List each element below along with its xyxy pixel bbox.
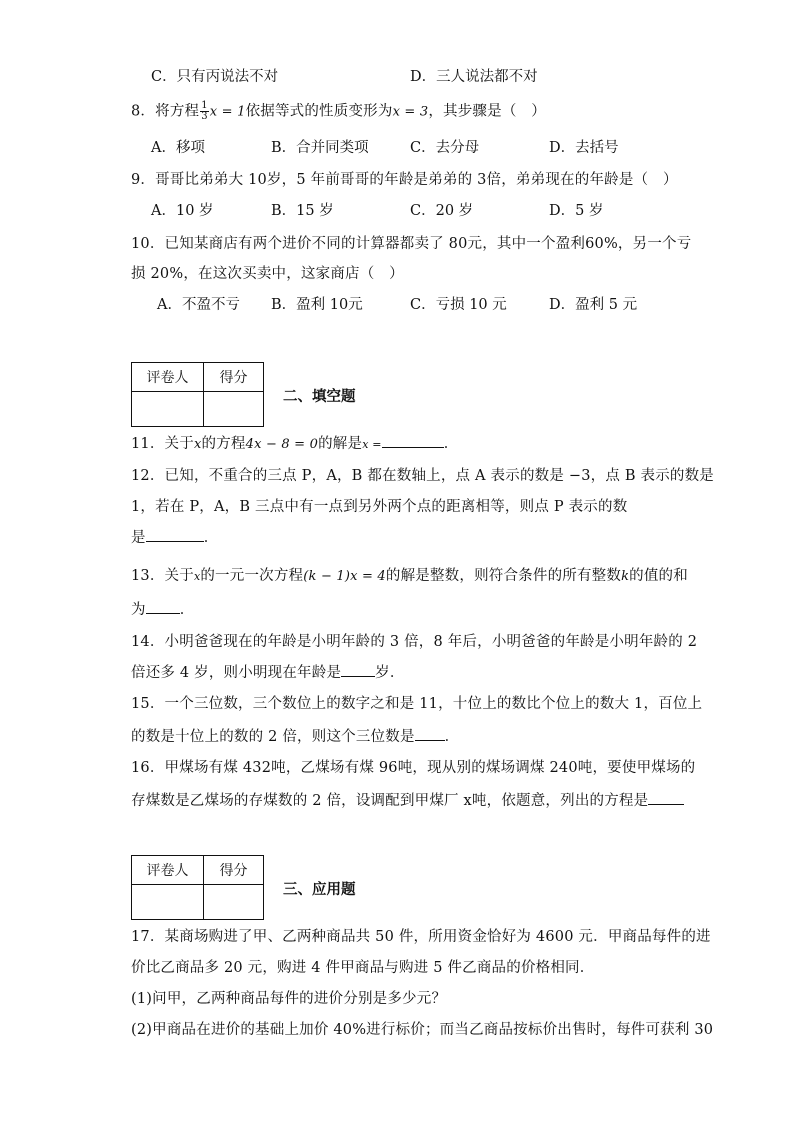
q8-frac-den: 3 (201, 111, 208, 122)
q13-mid: 的一元一次方程 (200, 568, 304, 584)
q17-part1: (1)问甲，乙两种商品每件的进价分别是多少元？ (131, 991, 447, 1007)
grader-cell[interactable] (132, 392, 204, 427)
q12-answer-blank[interactable] (146, 527, 204, 542)
q9-option-c: C．20 岁 (410, 203, 474, 219)
q9-option-b: B．15 岁 (271, 203, 334, 219)
q13-line2-prefix: 为 (131, 602, 146, 618)
q13-var: x (193, 570, 201, 583)
q16-line2-text: 存煤数是乙煤场的存煤数的 2 倍，设调配到甲煤厂 x吨，依题意，列出的方程是 (131, 793, 649, 809)
q13-equation: (k − 1)x = 4 (303, 569, 386, 584)
grader-cell[interactable] (132, 885, 204, 920)
q8-eq1: x = 1 (209, 104, 246, 120)
q13-stem-line2 (131, 599, 194, 620)
q8-frac-num: 1 (201, 100, 208, 111)
section3-title: 三、应用题 (283, 881, 356, 898)
q8-stem (131, 101, 546, 123)
grader-header: 评卷人 (132, 856, 204, 885)
q8-mid: 依据等式的性质变形为 (245, 103, 393, 120)
q15-answer-blank[interactable] (415, 726, 445, 741)
q16-stem-line2 (131, 790, 684, 811)
q10-option-a: A．不盈不亏 (157, 297, 240, 313)
q9-stem: 9．哥哥比弟弟大 10岁，5 年前哥哥的年龄是弟弟的 3倍，弟弟现在的年龄是（ ） (131, 172, 678, 188)
q10-stem-line1: 10．已知某商店有两个进价不同的计算器都卖了 80元，其中一个盈利60%，另一个亏 (131, 236, 692, 252)
q15-stem-line2 (131, 726, 459, 747)
q8-option-d: D．去括号 (549, 140, 619, 156)
q12-end: ． (203, 530, 219, 546)
q12-stem-line2: 1，若在 P，A，B 三点中有一点到另外两个点的距离相等，则点 P 表示的数 (131, 499, 628, 515)
q13-var-k: k (621, 569, 630, 584)
q11-equation: 4x − 8 = 0 (245, 437, 319, 452)
q11-answer-blank[interactable] (382, 433, 444, 448)
score-table-section2 (131, 362, 264, 427)
q14-line2-prefix: 倍还多 4 岁，则小明现在年龄是 (131, 665, 342, 681)
q13-suffix2: 的值的和 (629, 568, 688, 584)
q16-stem-line1: 16．甲煤场有煤 432吨，乙煤场有煤 96吨，现从别的煤场调煤 240吨，要使甲煤场的 (131, 760, 696, 776)
q13-end: ． (179, 602, 195, 618)
q8-suffix: ，其步骤是（ ） (428, 103, 546, 120)
q13-stem-line1 (131, 566, 688, 587)
q9-option-a: A．10 岁 (151, 203, 214, 219)
q11-var: x (193, 437, 202, 452)
q15-line2-prefix: 的数是十位上的数的 2 倍，则这个三位数是 (131, 729, 415, 745)
q8-option-b: B．合并同类项 (271, 140, 369, 156)
q16-answer-blank[interactable] (648, 790, 684, 805)
q7-option-d: D．三人说法都不对 (410, 69, 538, 85)
q11-suffix: 的解是 (318, 436, 363, 452)
q10-stem-line2: 损 20%，在这次买卖中，这家商店（ ） (131, 266, 404, 282)
q14-answer-blank[interactable] (341, 662, 375, 677)
score-header: 得分 (204, 363, 264, 392)
q12-line3-prefix: 是 (131, 530, 146, 546)
q14-stem-line2 (131, 662, 405, 683)
q11-mid: 的方程 (201, 436, 246, 452)
q11-prefix: 11．关于 (131, 436, 194, 452)
grader-header: 评卷人 (132, 363, 204, 392)
q8-option-a: A．移项 (151, 140, 205, 156)
q12-stem-line1: 12．已知，不重合的三点 P，A，B 都在数轴上，点 A 表示的数是 −3，点 B 表示的数是 (131, 468, 714, 484)
q11-end: ． (443, 436, 459, 452)
q7-option-c: C．只有丙说法不对 (151, 69, 279, 85)
q8-prefix: 8．将方程 (131, 103, 200, 120)
q14-end: 岁． (375, 665, 405, 681)
q17-stem-line1: 17．某商场购进了甲、乙两种商品共 50 件，所用资金恰好为 4600 元．甲商品每件的进 (131, 929, 711, 945)
q10-option-d: D．盈利 5 元 (549, 297, 638, 313)
score-header: 得分 (204, 856, 264, 885)
score-cell[interactable] (204, 885, 264, 920)
q10-option-b: B．盈利 10元 (271, 297, 363, 313)
q17-stem-line2: 价比乙商品多 20 元，购进 4 件甲商品与购进 5 件乙商品的价格相同． (131, 960, 595, 976)
q15-end: ． (444, 729, 460, 745)
q10-option-c: C．亏损 10 元 (410, 297, 507, 313)
q14-stem-line1: 14．小明爸爸现在的年龄是小明年龄的 3 倍，8 年后，小明爸爸的年龄是小明年龄的 2 (131, 634, 698, 650)
score-table-section3 (131, 855, 264, 920)
q13-prefix: 13．关于 (131, 568, 194, 584)
q13-suffix: 的解是整数，则符合条件的所有整数 (385, 568, 622, 584)
q17-part2: (2)甲商品在进价的基础上加价 40%进行标价；而当乙商品按标价出售时，每件可获利 30 (131, 1022, 714, 1038)
section2-title: 二、填空题 (283, 388, 356, 405)
q13-answer-blank[interactable] (146, 599, 180, 614)
q11-stem (131, 433, 458, 455)
score-cell[interactable] (204, 392, 264, 427)
q8-eq2: x = 3 (392, 104, 429, 120)
q15-stem-line1: 15．一个三位数，三个数位上的数字之和是 11，十位上的数比个位上的数大 1，百位上 (131, 696, 703, 712)
q9-option-d: D．5 岁 (549, 203, 604, 219)
q11-answer-prefix: x = (362, 438, 382, 451)
q8-option-c: C．去分母 (410, 140, 480, 156)
q8-fraction (200, 101, 209, 122)
q12-stem-line3 (131, 527, 218, 548)
